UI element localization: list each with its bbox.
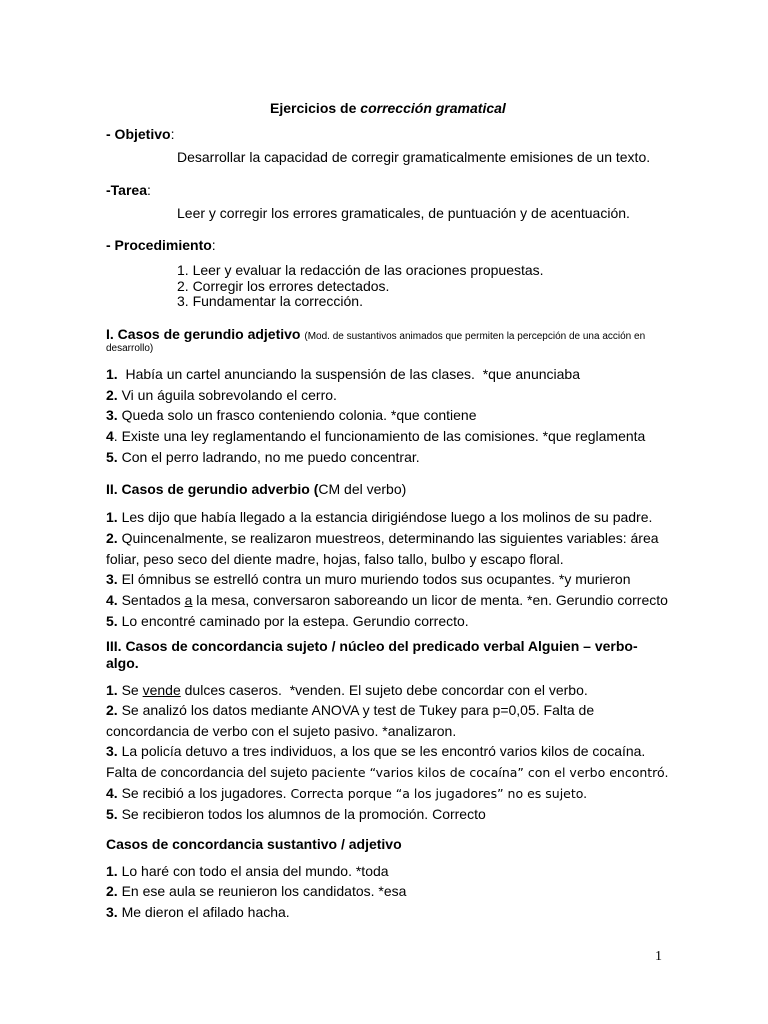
procedimiento-step: 1. Leer y evaluar la redacción de las oraciones propuestas.: [177, 262, 544, 278]
list-item-continuation: foliar, peso seco del diente madre, hojas, falso tallo, bulbo y escapo floral.: [106, 551, 564, 567]
list-item: 2. Vi un águila sobrevolando el cerro.: [106, 387, 337, 403]
procedimiento-label: - Procedimiento:: [106, 237, 216, 253]
list-item: 2. Quincenalmente, se realizaron muestreos, determinando las siguientes variables: área: [106, 530, 659, 546]
list-item: 2. Se analizó los datos mediante ANOVA y test de Tukey para p=0,05. Falta de: [106, 702, 595, 718]
list-item: 1. Había un cartel anunciando la suspensión de las clases. *que anunciaba: [106, 366, 581, 382]
procedimiento-step: 2. Corregir los errores detectados.: [177, 278, 390, 294]
list-item: 2. En ese aula se reunieron los candidatos. *esa: [106, 883, 407, 899]
list-item: 3. Queda solo un frasco conteniendo colonia. *que contiene: [106, 407, 477, 423]
list-item-continuation: Falta de concordancia del sujeto paciente “varios kilos de cocaína” con el verbo encontró.: [106, 764, 669, 780]
page-number: 1: [655, 949, 662, 964]
section4-heading: Casos de concordancia sustantivo / adjetivo: [106, 836, 402, 852]
document-title: Ejercicios de corrección gramatical: [270, 100, 506, 116]
section1-heading: I. Casos de gerundio adjetivo (Mod. de sustantivos animados que permiten la percepción de una acción en: [106, 326, 646, 342]
tarea-text: Leer y corregir los errores gramaticales, de puntuación y de acentuación.: [177, 205, 630, 221]
list-item: 4. Existe una ley reglamentando el funcionamiento de las comisiones. *que reglamenta: [106, 428, 646, 444]
section2-heading: II. Casos de gerundio adverbio (CM del verbo): [106, 481, 407, 497]
list-item-continuation: concordancia de verbo con el sujeto pasivo. *analizaron.: [106, 723, 457, 739]
list-item: 3. Me dieron el afilado hacha.: [106, 904, 290, 920]
list-item: 1. Se vende dulces caseros. *venden. El sujeto debe concordar con el verbo.: [106, 682, 588, 698]
list-item: 5. Se recibieron todos los alumnos de la promoción. Correcto: [106, 806, 486, 822]
tarea-label: -Tarea:: [106, 182, 151, 198]
list-item: 4. Sentados a la mesa, conversaron saboreando un licor de menta. *en. Gerundio correcto: [106, 592, 668, 608]
procedimiento-step: 3. Fundamentar la corrección.: [177, 293, 363, 309]
section3-heading: III. Casos de concordancia sujeto / núcleo del predicado verbal Alguien – verbo-: [106, 638, 638, 654]
list-item: 3. El ómnibus se estrelló contra un muro muriendo todos sus ocupantes. *y murieron: [106, 571, 631, 587]
list-item: 5. Lo encontré caminado por la estepa. Gerundio correcto.: [106, 613, 469, 629]
list-item: 1. Lo haré con todo el ansia del mundo. *toda: [106, 863, 389, 879]
list-item: 5. Con el perro ladrando, no me puedo concentrar.: [106, 449, 420, 465]
section3-heading-cont: algo.: [106, 655, 139, 671]
objetivo-text: Desarrollar la capacidad de corregir gramaticalmente emisiones de un texto.: [177, 149, 651, 165]
section1-note: desarrollo): [106, 343, 154, 354]
list-item: 4. Se recibió a los jugadores. Correcta porque “a los jugadores” no es sujeto.: [106, 785, 588, 801]
list-item: 3. La policía detuvo a tres individuos, a los que se les encontró varios kilos de cocaína.: [106, 743, 646, 759]
objetivo-label: - Objetivo:: [106, 126, 175, 142]
list-item: 1. Les dijo que había llegado a la estancia dirigiéndose luego a los molinos de su padre.: [106, 509, 653, 525]
